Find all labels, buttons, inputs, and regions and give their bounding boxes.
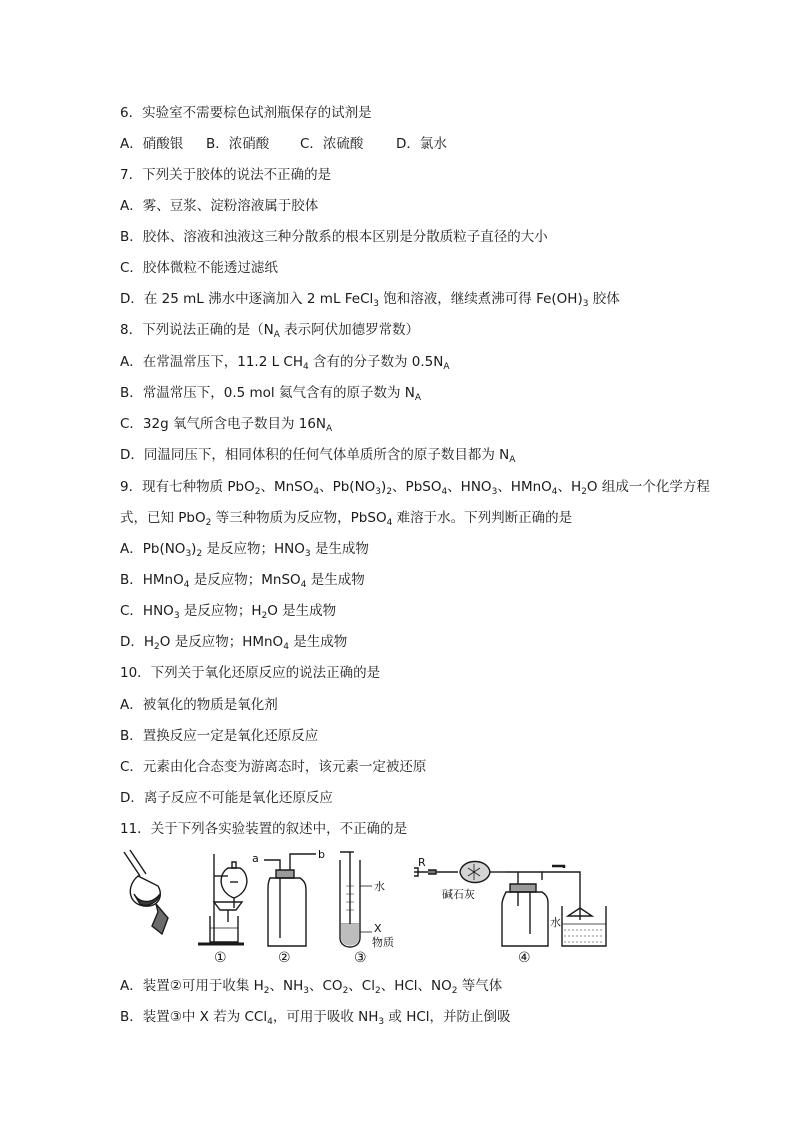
q6-options xyxy=(120,135,447,153)
apparatus-diagram xyxy=(118,846,618,966)
q7-option-a: A．雾、豆浆、淀粉溶液属于胶体 xyxy=(120,198,319,214)
q11-option-a: A．装置②可用于收集 $H_2$、$NH_3$、$CO_2$、$Cl_2$、HCl、$NO_2$ 等气体 xyxy=(120,978,503,996)
fig-num-3: ③ xyxy=(354,950,367,966)
q8-option-d: D．同温同压下，相同体积的任何气体单质所含的原子数目都为 $N_A$ xyxy=(120,447,516,465)
apparatus-2 xyxy=(264,854,316,946)
q7-option-c: C．胶体微粒不能透过滤纸 xyxy=(120,260,278,276)
fig-num-2: ② xyxy=(278,950,291,966)
fig-num-1: ① xyxy=(214,950,227,966)
q8-option-a: A．在常温常压下，11.2 L $CH_4$ 含有的分子数为 $0.5N_A$ xyxy=(120,354,450,372)
q7-option-d: D．在 25 mL 沸水中逐滴加入 2 mL FeCl$_3$ 饱和溶液，继续煮沸可得 $Fe(OH)_3$ 胶体 xyxy=(120,291,620,309)
q6-option-d: D．氯水 xyxy=(396,136,447,152)
apparatus-3 xyxy=(340,852,372,947)
q6-option-b: B．浓硝酸 xyxy=(206,136,270,152)
q8-option-b: B．常温常压下，0.5 mol 氦气含有的原子数为 $N_A$ xyxy=(120,385,422,403)
q9-option-d: D．$H_2O$ 是反应物；HMnO$_4$ 是生成物 xyxy=(120,634,348,652)
q6-option-a: A．硝酸银 xyxy=(120,136,184,152)
q9-stem-line2: 式，已知 PbO$_2$ 等三种物质为反应物，PbSO$_4$ 难溶于水。下列判断正确的是 xyxy=(120,510,573,528)
q9-option-a: A．$Pb(NO_3)_2$ 是反应物；$HNO_3$ 是生成物 xyxy=(120,541,369,559)
q10-option-b: B．置换反应一定是氧化还原反应 xyxy=(120,728,319,744)
q10-option-c: C．元素由化合态变为游离态时，该元素一定被还原 xyxy=(120,759,427,775)
fig-num-4: ④ xyxy=(518,950,531,966)
fig-label-a: a xyxy=(252,852,259,865)
q11-option-b: B．装置③中 X 若为 CCl$_4$，可用于吸收 $NH_3$ 或 HCl，并防止倒吸 xyxy=(120,1009,511,1027)
q10-option-d: D．离子反应不可能是氧化还原反应 xyxy=(120,790,333,806)
fig-label-x: X xyxy=(374,922,382,935)
q6-stem: 6．实验室不需要棕色试剂瓶保存的试剂是 xyxy=(120,105,372,121)
apparatus-1 xyxy=(124,850,247,944)
q9-option-b: B．HMnO$_4$ 是反应物；MnSO$_4$ 是生成物 xyxy=(120,572,365,590)
fig-label-substance: 物质 xyxy=(372,936,394,949)
q10-option-a: A．被氧化的物质是氧化剂 xyxy=(120,697,278,713)
q9-stem-line1: 9．现有七种物质 PbO$_2$、MnSO$_4$、$Pb(NO_3)_2$、PbSO$_4$、$HNO_3$、HMnO$_4$、$H_2O$ 组成一个化学方程 xyxy=(120,479,710,497)
q9-option-c: C．$HNO_3$ 是反应物；$H_2O$ 是生成物 xyxy=(120,603,337,621)
q7-stem: 7．下列关于胶体的说法不正确的是 xyxy=(120,167,332,183)
q8-option-c: C．32g 氧气所含电子数目为 $16N_A$ xyxy=(120,416,333,434)
fig-label-soda-lime: 碱石灰 xyxy=(442,888,475,901)
fig-label-water3: 水 xyxy=(374,880,385,893)
fig-label-r: R xyxy=(418,856,426,869)
fig-label-water4: 水 xyxy=(550,916,561,929)
fig-label-b: b xyxy=(318,848,325,861)
q7-option-b: B．胶体、溶液和浊液这三种分散系的根本区别是分散质粒子直径的大小 xyxy=(120,229,548,245)
q6-option-c: C．浓硫酸 xyxy=(300,136,364,152)
q11-stem: 11．关于下列各实验装置的叙述中，不正确的是 xyxy=(120,821,408,837)
q8-stem: 8．下列说法正确的是（$N_A$ 表示阿伏加德罗常数） xyxy=(120,322,420,340)
q10-stem: 10．下列关于氧化还原反应的说法正确的是 xyxy=(120,665,381,681)
apparatus-4 xyxy=(414,862,606,947)
q11-apparatus-figure xyxy=(118,846,618,966)
